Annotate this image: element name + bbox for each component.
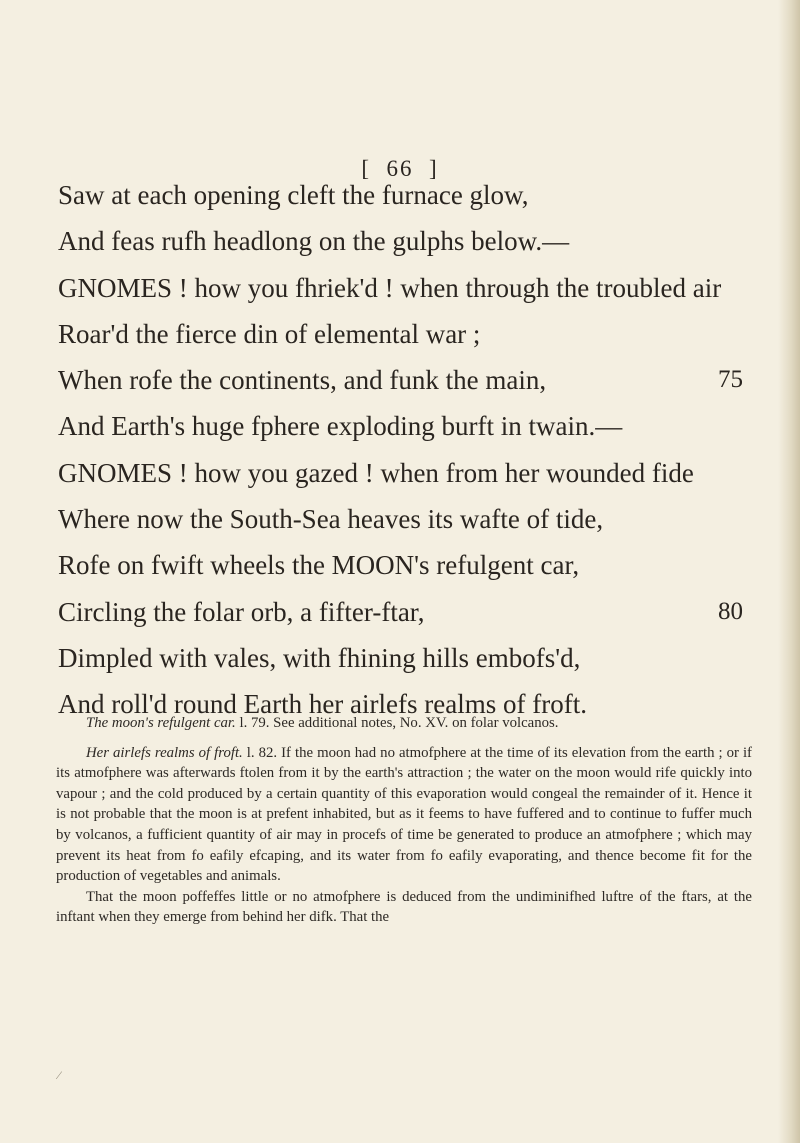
verse-line bbox=[58, 496, 758, 542]
line-number: 75 bbox=[718, 366, 743, 394]
footnote-moon-car bbox=[56, 713, 752, 734]
poem-body bbox=[58, 172, 758, 728]
verse-text: When rofe the continents, and funk the main, bbox=[58, 365, 547, 396]
verse-text: GNOMES ! how you fhriek'd ! when through the troubled air bbox=[58, 272, 722, 303]
verse-line bbox=[58, 635, 758, 681]
verse-line bbox=[58, 218, 758, 264]
footnote-reference: The moon's refulgent car. bbox=[86, 715, 236, 731]
footnote-reference: Her airlefs realms of froft. bbox=[86, 744, 243, 761]
verse-line bbox=[58, 589, 758, 635]
verse-text: Rofe on fwift wheels the MOON's refulgent car, bbox=[58, 550, 580, 581]
verse-line bbox=[58, 450, 758, 496]
verse-text: Circling the folar orb, a fifter-ftar, bbox=[58, 596, 425, 627]
verse-text: And Earth's huge fphere exploding burft in twain.— bbox=[58, 411, 623, 442]
ink-speck: ⁄ bbox=[58, 1068, 61, 1082]
verse-text: GNOMES ! how you gazed ! when from her wounded fide bbox=[58, 457, 694, 488]
verse-text: Where now the South-Sea heaves its wafte of tide, bbox=[58, 504, 604, 535]
verse-text: Saw at each opening cleft the furnace glow, bbox=[58, 180, 529, 210]
verse-line bbox=[58, 265, 758, 311]
footnote-continuation: That the moon poffeffes little or no atmofphere is deduced from the undiminifhed luftre of the ftars, at the inftant when they emerge from behind her difk. That the bbox=[56, 888, 752, 926]
verse-text: And roll'd round Earth her airlefs realms of froft. bbox=[58, 689, 587, 720]
verse-line bbox=[58, 172, 758, 218]
footnotes bbox=[56, 713, 752, 928]
verse-text: Roar'd the fierce din of elemental war ; bbox=[58, 318, 481, 349]
footnote-text: l. 79. See additional notes, No. XV. on folar volcanos. bbox=[235, 715, 559, 731]
page-number-header: [ 66 ] bbox=[361, 156, 439, 181]
verse-line bbox=[58, 311, 758, 357]
footnote-text: l. 82. If the moon had no atmofphere at the time of its elevation from the earth ; or if its atmofphere was afterwards ftolen from it by the earth's attraction ; the water on the moon would rife quickly into vapour ; and the cold produced by a certain quantity of this evaporation would congeal the remainder of it. Hence it is not probable that the moon is at prefent inhabited, but as it feems to have fuffered and to continue to fuffer much by volcanos, a fufficient quantity of air may in procefs of time be generated to produce an atmofphere ; which may prevent its heat from fo eafily efcaping, and its water from fo eafily evaporating, and thence become fit for the production of vegetables and animals. bbox=[56, 744, 752, 885]
footnote-airless-realms bbox=[56, 743, 752, 887]
verse-text: Dimpled with vales, with fhining hills embofs'd, bbox=[58, 642, 581, 673]
verse-line bbox=[58, 403, 758, 449]
verse-text: And feas rufh headlong on the gulphs below.— bbox=[58, 226, 570, 257]
verse-line bbox=[58, 357, 758, 403]
verse-line bbox=[58, 542, 758, 588]
line-number: 80 bbox=[718, 597, 743, 625]
